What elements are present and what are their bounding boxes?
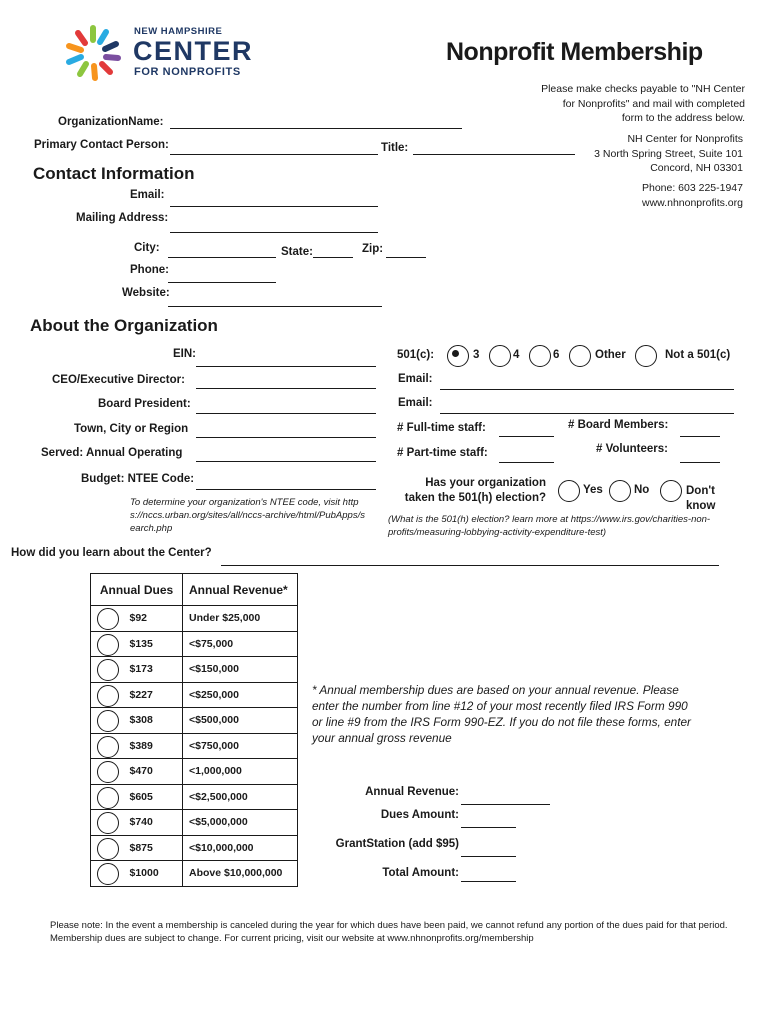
ein-field[interactable] bbox=[196, 366, 376, 367]
dues-option-radio[interactable] bbox=[97, 838, 119, 860]
election-note: (What is the 501(h) election? learn more at https://www.irs.gov/charities-non-profits/measuring-lobbying-activity-expenditure-test) bbox=[388, 514, 711, 538]
address-line2: 3 North Spring Street, Suite 101 bbox=[594, 147, 743, 160]
dues-table-header bbox=[91, 574, 298, 606]
total-amount-label: Total Amount: bbox=[382, 867, 459, 879]
board-president-label: Board President: bbox=[98, 398, 191, 410]
title-label: Title: bbox=[381, 142, 409, 154]
dues-radio-cell bbox=[91, 631, 124, 657]
page-title: Nonprofit Membership bbox=[446, 38, 703, 66]
election-no-radio[interactable] bbox=[609, 480, 631, 502]
election-yes-radio[interactable] bbox=[558, 480, 580, 502]
logo-mark-icon bbox=[62, 22, 124, 84]
dues-radio-cell bbox=[91, 657, 124, 683]
dont-know-line2: know bbox=[686, 500, 716, 512]
501c-option-other-label: Other bbox=[595, 349, 626, 361]
dues-amount-cell: $135 bbox=[124, 631, 183, 657]
dues-amount-label: Dues Amount: bbox=[380, 809, 459, 821]
dues-radio-cell bbox=[91, 606, 124, 632]
dues-row[interactable] bbox=[91, 682, 298, 708]
ceo-label: CEO/Executive Director: bbox=[52, 374, 185, 386]
board-members-label: # Board Members: bbox=[568, 419, 669, 431]
title-field[interactable] bbox=[413, 154, 575, 155]
org-name-field[interactable] bbox=[170, 128, 462, 129]
501c-option-not[interactable] bbox=[635, 345, 657, 367]
revenue-range-cell: <$150,000 bbox=[183, 657, 298, 683]
dues-amount-cell: $1000 bbox=[124, 861, 183, 887]
served-label: Served: Annual Operating bbox=[41, 447, 183, 459]
parttime-label: # Part-time staff: bbox=[397, 447, 488, 459]
election-question bbox=[394, 476, 546, 506]
town-field[interactable] bbox=[196, 437, 376, 438]
board-members-field[interactable] bbox=[680, 436, 720, 437]
logo-line1: NEW HAMPSHIRE bbox=[134, 26, 223, 37]
dues-option-radio[interactable] bbox=[97, 863, 119, 885]
501c-option-3-label: 3 bbox=[473, 349, 480, 361]
annual-revenue-field[interactable] bbox=[461, 804, 550, 805]
election-no-label: No bbox=[634, 484, 650, 496]
grantstation-label: GrantStation (add $95) bbox=[335, 838, 459, 850]
email2-field[interactable] bbox=[440, 413, 734, 414]
dues-amount-cell: $173 bbox=[124, 657, 183, 683]
501c-option-4[interactable] bbox=[489, 345, 511, 367]
org-name-label: OrganizationName: bbox=[58, 116, 164, 128]
election-dont-know-label bbox=[686, 484, 715, 514]
mailing-address-field[interactable] bbox=[170, 232, 378, 233]
footer-note: Please note: In the event a membership is canceled during the year for which dues have been paid, we cannot refund any portion of the dues paid for that period. Membership dues are subject to change. For current pricing, visit our website at www.nhnonprofits.org/membership bbox=[50, 920, 728, 944]
revenue-range-cell: <$500,000 bbox=[183, 708, 298, 734]
501c-option-3[interactable] bbox=[447, 345, 469, 367]
revenue-range-cell: Above $10,000,000 bbox=[183, 861, 298, 887]
dues-amount-cell: $740 bbox=[124, 810, 183, 836]
election-yes-label: Yes bbox=[583, 484, 603, 496]
501c-option-6[interactable] bbox=[529, 345, 551, 367]
election-dont-know-radio[interactable] bbox=[660, 480, 682, 502]
mailing-address-label: Mailing Address: bbox=[76, 212, 169, 224]
state-label: State: bbox=[281, 246, 313, 258]
revenue-range-cell: <$75,000 bbox=[183, 631, 298, 657]
primary-contact-field[interactable] bbox=[170, 154, 378, 155]
dues-option-radio[interactable] bbox=[97, 761, 119, 783]
dues-row[interactable] bbox=[91, 606, 298, 632]
ceo-field[interactable] bbox=[196, 388, 376, 389]
learn-answer-field[interactable] bbox=[221, 565, 719, 566]
501c-option-6-label: 6 bbox=[553, 349, 560, 361]
volunteers-field[interactable] bbox=[680, 462, 720, 463]
logo-line2: CENTER bbox=[133, 36, 254, 66]
dues-table bbox=[90, 573, 298, 887]
center-phone: Phone: 603 225-1947 bbox=[641, 182, 743, 194]
col-header-dues: Annual Dues bbox=[91, 574, 183, 606]
dues-option-radio[interactable] bbox=[97, 659, 119, 681]
dues-radio-cell bbox=[91, 759, 124, 785]
city-label: City: bbox=[134, 242, 160, 254]
grantstation-field[interactable] bbox=[461, 856, 516, 857]
address-line1: NH Center for Nonprofits bbox=[627, 133, 743, 145]
email1-field[interactable] bbox=[440, 389, 734, 390]
zip-field[interactable] bbox=[386, 257, 426, 258]
dues-amount-field[interactable] bbox=[461, 827, 516, 828]
center-website: www.nhnonprofits.org bbox=[642, 196, 743, 209]
dues-row[interactable] bbox=[91, 631, 298, 657]
election-question-line2: taken the 501(h) election? bbox=[404, 492, 546, 504]
revenue-range-cell: <$750,000 bbox=[183, 733, 298, 759]
annual-revenue-label: Annual Revenue: bbox=[365, 786, 459, 798]
dues-row[interactable] bbox=[91, 784, 298, 810]
501c-option-other[interactable] bbox=[569, 345, 591, 367]
dues-option-radio[interactable] bbox=[97, 685, 119, 707]
revenue-range-cell: <1,000,000 bbox=[183, 759, 298, 785]
revenue-range-cell: <$250,000 bbox=[183, 682, 298, 708]
email-label: Email: bbox=[130, 189, 165, 201]
dues-amount-cell: $875 bbox=[124, 835, 183, 861]
dues-radio-cell bbox=[91, 682, 124, 708]
email2-label: Email: bbox=[398, 397, 433, 409]
ein-label: EIN: bbox=[173, 348, 196, 360]
dues-amount-cell: $92 bbox=[124, 606, 183, 632]
501c-label: 501(c): bbox=[397, 349, 435, 361]
dues-radio-cell bbox=[91, 810, 124, 836]
dues-radio-cell bbox=[91, 861, 124, 887]
operating-budget-field[interactable] bbox=[196, 461, 376, 462]
dues-option-radio[interactable] bbox=[97, 608, 119, 630]
town-label: Town, City or Region bbox=[74, 423, 189, 435]
zip-label: Zip: bbox=[362, 243, 384, 255]
phone-field[interactable] bbox=[168, 282, 276, 283]
revenue-range-cell: <$2,500,000 bbox=[183, 784, 298, 810]
volunteers-label: # Volunteers: bbox=[596, 443, 668, 455]
dues-row[interactable] bbox=[91, 657, 298, 683]
fulltime-field[interactable] bbox=[499, 436, 554, 437]
mailing-instructions: Please make checks payable to "NH Center for Nonprofits" and mail with completed form to the address below. bbox=[541, 83, 745, 124]
revenue-range-cell: <$5,000,000 bbox=[183, 810, 298, 836]
dues-radio-cell bbox=[91, 708, 124, 734]
email-field[interactable] bbox=[170, 206, 378, 207]
ntee-code-field[interactable] bbox=[196, 489, 376, 490]
revenue-range-cell: <$10,000,000 bbox=[183, 835, 298, 861]
revenue-range-cell: Under $25,000 bbox=[183, 606, 298, 632]
fulltime-label: # Full-time staff: bbox=[397, 422, 486, 434]
dues-row[interactable] bbox=[91, 759, 298, 785]
dues-option-radio[interactable] bbox=[97, 710, 119, 732]
logo bbox=[62, 22, 262, 84]
logo-line3: FOR NONPROFITS bbox=[134, 66, 241, 78]
budget-ntee-label: Budget: NTEE Code: bbox=[81, 473, 195, 485]
dont-know-line1: Don't bbox=[686, 485, 715, 497]
col-header-revenue: Annual Revenue* bbox=[183, 574, 298, 606]
contact-info-heading: Contact Information bbox=[33, 164, 195, 183]
board-president-field[interactable] bbox=[196, 413, 376, 414]
website-field[interactable] bbox=[168, 306, 382, 307]
dues-amount-cell: $308 bbox=[124, 708, 183, 734]
dues-amount-cell: $470 bbox=[124, 759, 183, 785]
website-label: Website: bbox=[122, 287, 170, 299]
dues-row[interactable] bbox=[91, 835, 298, 861]
parttime-field[interactable] bbox=[499, 462, 554, 463]
dues-amount-cell: $227 bbox=[124, 682, 183, 708]
dues-row[interactable] bbox=[91, 708, 298, 734]
dues-row[interactable] bbox=[91, 810, 298, 836]
address-line3: Concord, NH 03301 bbox=[650, 162, 743, 174]
election-question-line1: Has your organization bbox=[425, 477, 546, 489]
phone-label: Phone: bbox=[130, 264, 169, 276]
total-amount-field[interactable] bbox=[461, 881, 516, 882]
dues-radio-cell bbox=[91, 733, 124, 759]
revenue-note: * Annual membership dues are based on your annual revenue. Please enter the number from line #12 of your most recently filed IRS Form 990 or line #9 from the IRS Form 990-EZ. If you do not file these forms, enter your annual gross revenue bbox=[312, 683, 691, 745]
dues-radio-cell bbox=[91, 835, 124, 861]
dues-amount-cell: $605 bbox=[124, 784, 183, 810]
learn-question: How did you learn about the Center? bbox=[11, 547, 212, 559]
contact-phone-website bbox=[540, 181, 743, 210]
state-field[interactable] bbox=[313, 257, 353, 258]
ntee-note: To determine your organization's NTEE code, visit https://nccs.urban.org/sites/all/nccs-archive/html/PubApps/search.php bbox=[130, 497, 365, 534]
primary-contact-label: Primary Contact Person: bbox=[34, 139, 169, 151]
dues-option-radio[interactable] bbox=[97, 736, 119, 758]
dues-table-body bbox=[91, 606, 298, 887]
dues-row[interactable] bbox=[91, 861, 298, 887]
dues-amount-cell: $389 bbox=[124, 733, 183, 759]
city-field[interactable] bbox=[168, 257, 276, 258]
dues-radio-cell bbox=[91, 784, 124, 810]
email1-label: Email: bbox=[398, 373, 433, 385]
501c-option-not-label: Not a 501(c) bbox=[665, 349, 731, 361]
dues-option-radio[interactable] bbox=[97, 634, 119, 656]
dues-option-radio[interactable] bbox=[97, 812, 119, 834]
dues-option-radio[interactable] bbox=[97, 787, 119, 809]
about-org-heading: About the Organization bbox=[30, 316, 218, 335]
dues-row[interactable] bbox=[91, 733, 298, 759]
501c-option-4-label: 4 bbox=[513, 349, 520, 361]
